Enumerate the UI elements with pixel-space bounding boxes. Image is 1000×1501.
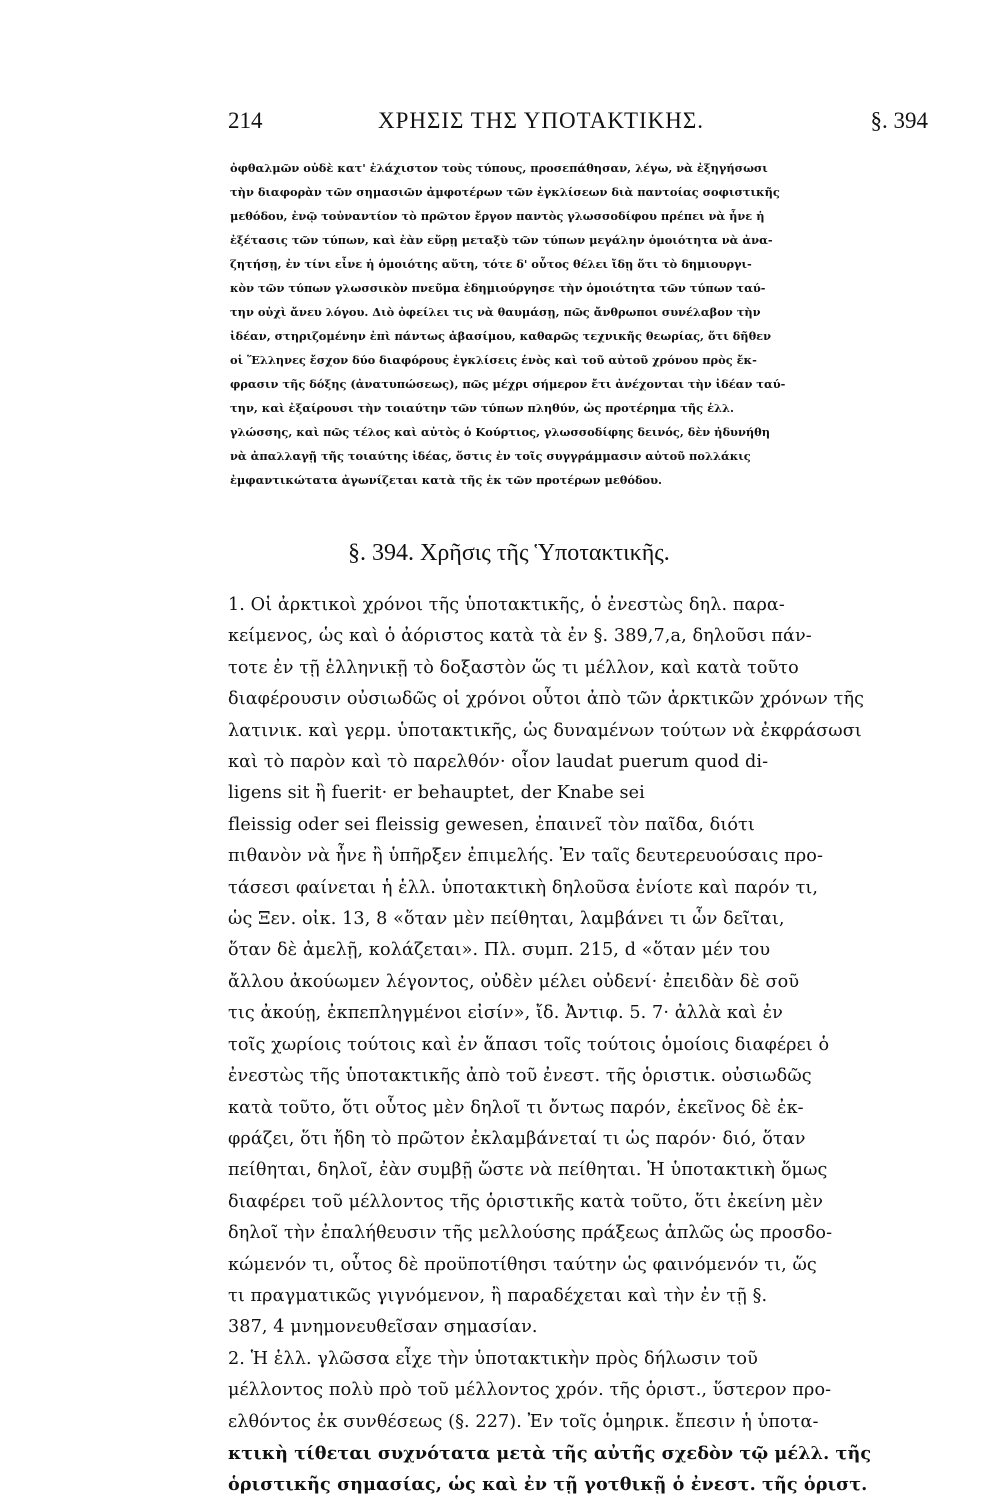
text-line: ἐνεστὼς τῆς ὑποτακτικῆς ἀπὸ τοῦ ἐνεστ. τῆς ὁριστικ. οὐσιωδῶς <box>228 1066 812 1087</box>
section-heading: §. 394. Χρῆσις τῆς Ὑποτακτικῆς. <box>348 540 670 566</box>
text-line: τοῖς χωρίοις τούτοις καὶ ἐν ἅπασι τοῖς τούτοις ὁμοίοις διαφέρει ὁ <box>228 1034 830 1055</box>
section-body-text <box>228 590 932 1501</box>
text-line: ὡς Ξεν. οἰκ. 13, 8 «ὅταν μὲν πείθηται, λαμβάνει τι ὧν δεῖται, <box>228 909 785 930</box>
text-line: 1. Οἱ ἀρκτικοὶ χρόνοι τῆς ὑποτακτικῆς, ὁ ἐνεστὼς δηλ. παρα- <box>228 595 785 615</box>
page-number: 214 <box>228 108 263 133</box>
text-line: ἰδέαν, στηριζομένην ἐπὶ πάντως ἀβασίμου, καθαρῶς τεχνικῆς θεωρίας, ὅτι δῆθεν <box>230 329 771 343</box>
running-title: ΧΡΗΣΙΣ ΤΗΣ ΥΠΟΤΑΚΤΙΚΗΣ. <box>378 108 705 133</box>
text-line: ὁριστικῆς σημασίας, ὡς καὶ ἐν τῇ γοτθικῇ ὁ ἐνεστ. τῆς ὁριστ. <box>228 1474 868 1496</box>
text-line: κτικὴ τίθεται συχνότατα μετὰ τῆς αὐτῆς σχεδὸν τῷ μέλλ. τῆς <box>228 1442 872 1464</box>
text-line: τις ἀκούῃ, ἐκπεπληγμένοι εἰσίν», ἴδ. Ἀντιφ. 5. 7· ἀλλὰ καὶ ἐν <box>228 1003 783 1024</box>
text-line: γλώσσης, καὶ πῶς τέλος καὶ αὐτὸς ὁ Κούρτιος, γλωσσοδίφης δεινός, δὲν ἠδυνήθη <box>230 425 771 439</box>
text-line: κατὰ τοῦτο, ὅτι οὗτος μὲν δηλοῖ τι ὄντως παρόν, ἐκεῖνος δὲ ἐκ- <box>228 1097 804 1118</box>
text-line: φράζει, ὅτι ἤδη τὸ πρῶτον ἐκλαμβάνεταί τι ὡς παρόν· διό, ὅταν <box>228 1128 806 1149</box>
text-line: 2. Ἡ ἑλλ. γλῶσσα εἶχε τὴν ὑποτακτικὴν πρὸς δήλωσιν τοῦ <box>228 1348 758 1369</box>
text-line: 387, 4 μνημονευθεῖσαν σημασίαν. <box>228 1317 538 1338</box>
previous-section-text <box>230 156 930 492</box>
section-reference: §. 394 <box>870 108 928 133</box>
text-line: ἐμφαντικώτατα ἀγωνίζεται κατὰ τῆς ἐκ τῶν προτέρων μεθόδου. <box>230 473 663 487</box>
text-line: τὴν διαφορὰν τῶν σημασιῶν ἀμφοτέρων τῶν ἐγκλίσεων διὰ παντοίας σοφιστικῆς <box>230 185 780 199</box>
text-line: διαφέρουσιν οὐσιωδῶς οἱ χρόνοι οὗτοι ἀπὸ τῶν ἀρκτικῶν χρόνων τῆς <box>228 689 865 710</box>
text-line: δηλοῖ τὴν ἐπαλήθευσιν τῆς μελλούσης πράξεως ἁπλῶς ὡς προσδο- <box>228 1223 833 1244</box>
text-line: ligens sit ἢ fuerit· er behauptet, der Knabe sei <box>228 783 645 804</box>
text-line: ἄλλου ἀκούωμεν λέγοντος, οὐδὲν μέλει οὐδενί· ἐπειδὰν δὲ σοῦ <box>228 971 800 992</box>
text-line: fleissig oder sei fleissig gewesen, ἐπαινεῖ τὸν παῖδα, διότι <box>228 814 755 835</box>
text-line: νὰ ἀπαλλαγῇ τῆς τοιαύτης ἰδέας, ὅστις ἐν τοῖς συγγράμμασιν αὐτοῦ πολλάκις <box>230 449 751 463</box>
text-line: πείθηται, δηλοῖ, ἐὰν συμβῇ ὥστε νὰ πείθηται. Ἡ ὑποτακτικὴ ὅμως <box>228 1160 828 1181</box>
text-line: καὶ τὸ παρὸν καὶ τὸ παρελθόν· οἷον laudat puerum quod di- <box>228 752 769 773</box>
text-line: την, καὶ ἐξαίρουσι τὴν τοιαύτην τῶν τύπων πληθύν, ὡς προτέρημα τῆς ἑλλ. <box>230 401 734 415</box>
text-line: ἐξέτασις τῶν τύπων, καὶ ἐὰν εὕρῃ μεταξὺ τῶν τύπων μεγάλην ὁμοιότητα νὰ ἀνα- <box>230 233 773 247</box>
text-line: διαφέρει τοῦ μέλλοντος τῆς ὁριστικῆς κατὰ τοῦτο, ὅτι ἐκείνη μὲν <box>228 1191 824 1212</box>
text-line: ὅταν δὲ ἀμελῇ, κολάζεται». Πλ. συμπ. 215, d «ὅταν μέν του <box>228 940 771 961</box>
text-line: την οὐχὶ ἄνευ λόγου. Διὸ ὀφείλει τις νὰ θαυμάσῃ, πῶς ἄνθρωποι συνέλαβον τὴν <box>230 305 761 319</box>
text-line: κὸν τῶν τύπων γλωσσικὸν πνεῦμα ἐδημιούργησε τὴν ὁμοιότητα τῶν τύπων ταύ- <box>230 281 766 295</box>
running-header <box>228 108 928 148</box>
text-line: οἱ Ἕλληνες ἔσχον δύο διαφόρους ἐγκλίσεις ἑνὸς καὶ τοῦ αὐτοῦ χρόνου πρὸς ἔκ- <box>230 353 757 367</box>
text-line: κώμενόν τι, οὗτος δὲ προϋποτίθησι ταύτην ὡς φαινόμενόν τι, ὥς <box>228 1254 817 1275</box>
text-line: μεθόδου, ἐνῷ τοὐναντίον τὸ πρῶτον ἔργον παντὸς γλωσσοδίφου πρέπει νὰ ἦνε ἡ <box>230 209 765 223</box>
text-line: τοτε ἐν τῇ ἑλληνικῇ τὸ δοξαστὸν ὥς τι μέλλον, καὶ κατὰ τοῦτο <box>228 657 799 678</box>
text-line: λατινικ. καὶ γερμ. ὑποτακτικῆς, ὡς δυναμένων τούτων νὰ ἐκφράσωσι <box>228 720 862 741</box>
text-line: φρασιν τῆς δόξης (ἀνατυπώσεως), πῶς μέχρι σήμερον ἔτι ἀνέχονται τὴν ἰδέαν ταύ- <box>230 377 786 391</box>
text-line: μέλλοντος πολὺ πρὸ τοῦ μέλλοντος χρόν. τῆς ὁριστ., ὕστερον προ- <box>228 1380 832 1401</box>
text-line: πιθανὸν νὰ ἦνε ἢ ὑπῆρξεν ἐπιμελής. Ἐν ταῖς δευτερευούσαις προ- <box>228 846 823 867</box>
text-line: τάσεσι φαίνεται ἡ ἑλλ. ὑποτακτικὴ δηλοῦσα ἐνίοτε καὶ παρόν τι, <box>228 877 819 898</box>
text-line: ελθόντος ἐκ συνθέσεως (§. 227). Ἐν τοῖς ὁμηρικ. ἔπεσιν ἡ ὑποτα- <box>228 1411 819 1432</box>
text-line: ὀφθαλμῶν οὐδὲ κατ' ἐλάχιστον τοὺς τύπους, προσεπάθησαν, λέγω, νὰ ἐξηγήσωσι <box>230 161 768 175</box>
text-line: τι πραγματικῶς γιγνόμενον, ἢ παραδέχεται καὶ τὴν ἐν τῇ §. <box>228 1285 768 1306</box>
text-line: κείμενος, ὡς καὶ ὁ ἀόριστος κατὰ τὰ ἐν §. 389,7,a, δηλοῦσι πάν- <box>228 626 812 647</box>
text-line: ζητήσῃ, ἐν τίνι εἶνε ἡ ὁμοιότης αὕτη, τότε δ' οὗτος θέλει ἴδῃ ὅτι τὸ δημιουργι- <box>230 257 752 271</box>
